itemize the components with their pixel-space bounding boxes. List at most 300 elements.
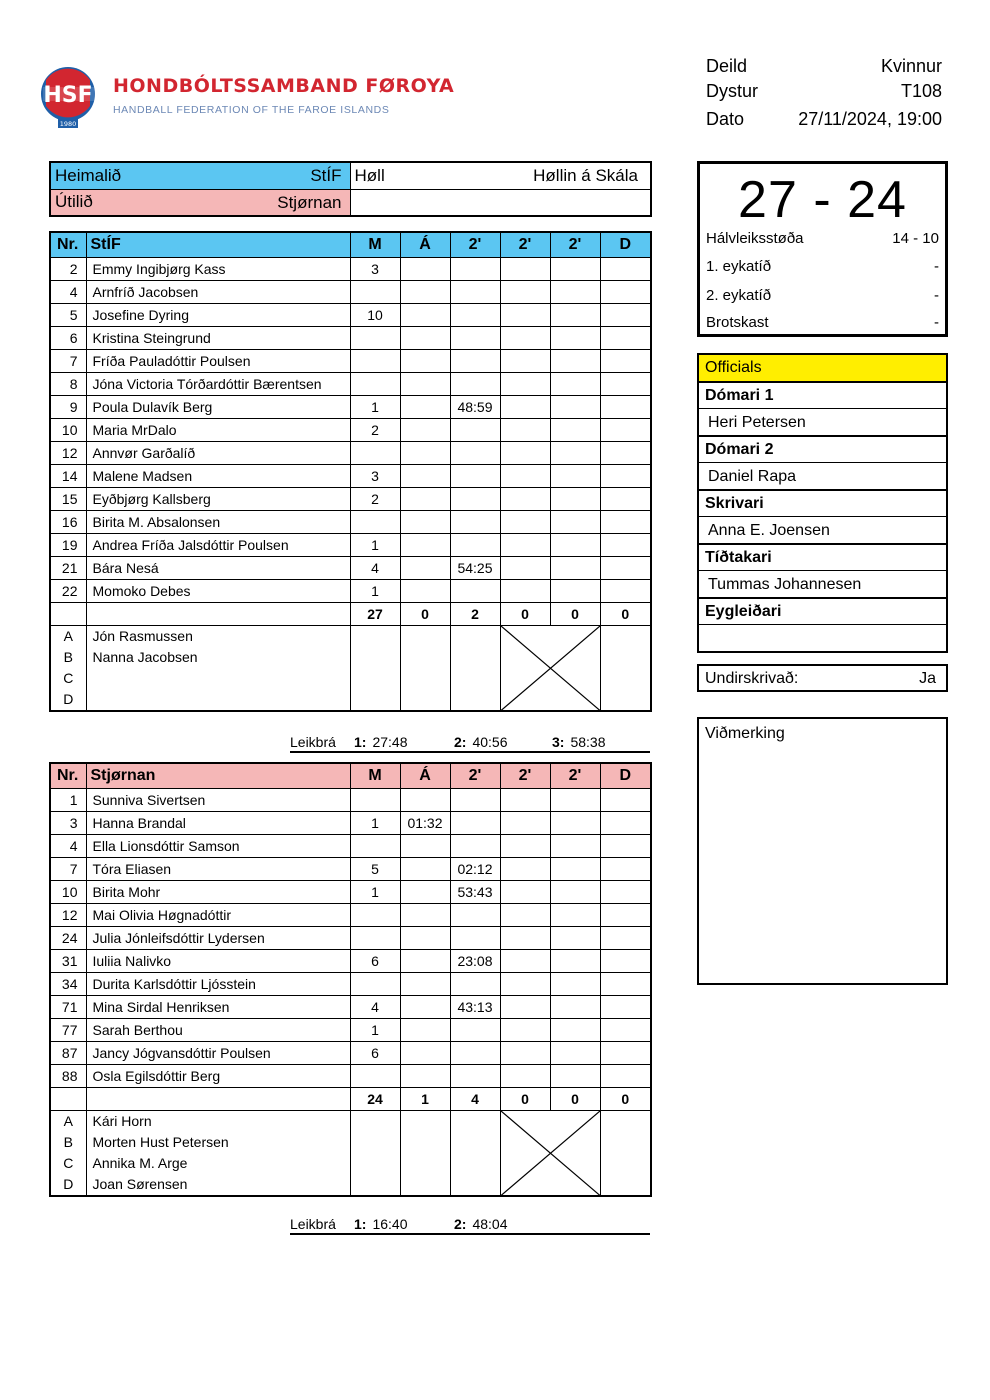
player-s1 — [450, 487, 500, 510]
player-d — [600, 556, 651, 579]
player-d — [600, 395, 651, 418]
player-s1 — [450, 418, 500, 441]
player-s2 — [500, 326, 550, 349]
player-d — [600, 510, 651, 533]
player-s3 — [550, 1064, 600, 1087]
away-roster-table — [49, 762, 652, 1197]
timeouts-label: Leikbrá — [290, 734, 336, 750]
player-s2 — [500, 257, 550, 280]
player-s3 — [550, 811, 600, 834]
total-m: 24 — [350, 1087, 400, 1110]
player-m: 2 — [350, 418, 400, 441]
extra2-value: - — [934, 287, 939, 304]
player-nr: 77 — [50, 1018, 86, 1041]
player-m — [350, 903, 400, 926]
player-nr: 2 — [50, 257, 86, 280]
player-row — [50, 1018, 651, 1041]
staff-letter: A — [63, 627, 73, 644]
staff-s1-empty — [450, 625, 500, 711]
official-role: Dómari 1 — [699, 383, 946, 409]
player-s3 — [550, 533, 600, 556]
player-s3 — [550, 257, 600, 280]
remarks-box — [697, 717, 948, 985]
venue-cell — [350, 162, 651, 189]
player-s3 — [550, 1041, 600, 1064]
player-s3 — [550, 441, 600, 464]
totals-row — [50, 602, 651, 625]
player-nr: 9 — [50, 395, 86, 418]
staff-letter: B — [63, 1133, 73, 1150]
division-label: Deild — [706, 56, 748, 76]
player-d — [600, 880, 651, 903]
player-d — [600, 579, 651, 602]
player-d — [600, 372, 651, 395]
staff-name: Kári Horn — [92, 1112, 152, 1129]
player-d — [600, 949, 651, 972]
player-row — [50, 949, 651, 972]
header-m: M — [350, 763, 400, 788]
home-team-cell — [50, 162, 350, 189]
player-m: 3 — [350, 257, 400, 280]
player-s1 — [450, 834, 500, 857]
player-m — [350, 326, 400, 349]
player-s1 — [450, 1018, 500, 1041]
player-name: Momoko Debes — [86, 579, 350, 602]
roster-header-row — [50, 763, 651, 788]
player-s2 — [500, 1018, 550, 1041]
player-d — [600, 441, 651, 464]
division-row — [706, 56, 942, 80]
player-d — [600, 1064, 651, 1087]
home-roster-table — [49, 231, 652, 712]
header-a: Á — [400, 232, 450, 257]
player-row — [50, 1064, 651, 1087]
signed-value: Ja — [919, 670, 936, 687]
player-s3 — [550, 280, 600, 303]
halftime-label: Hálvleiksstøða — [706, 230, 804, 247]
player-s3 — [550, 834, 600, 857]
player-m — [350, 441, 400, 464]
penalties-value: - — [934, 314, 939, 331]
totals-name-empty — [86, 602, 350, 625]
player-row — [50, 556, 651, 579]
official-block — [699, 491, 946, 545]
player-m — [350, 788, 400, 811]
header-s1: 2' — [450, 232, 500, 257]
player-nr: 7 — [50, 857, 86, 880]
timeout-time: 40:56 — [472, 734, 508, 750]
player-s1: 54:25 — [450, 556, 500, 579]
player-m — [350, 280, 400, 303]
staff-letters — [50, 1110, 86, 1196]
staff-names — [86, 625, 350, 711]
player-name: Malene Madsen — [86, 464, 350, 487]
player-s1: 43:13 — [450, 995, 500, 1018]
player-s2 — [500, 441, 550, 464]
staff-m-empty — [350, 1110, 400, 1196]
player-d — [600, 903, 651, 926]
player-nr: 12 — [50, 903, 86, 926]
official-block — [699, 437, 946, 491]
player-row — [50, 464, 651, 487]
staff-letters — [50, 625, 86, 711]
division-value: Kvinnur — [880, 56, 942, 76]
header-s1: 2' — [450, 763, 500, 788]
player-s2 — [500, 579, 550, 602]
player-s2 — [500, 949, 550, 972]
date-value: 27/11/2024, 19:00 — [798, 109, 942, 129]
player-row — [50, 579, 651, 602]
player-name: Poula Dulavík Berg — [86, 395, 350, 418]
official-role: Skrivari — [699, 491, 946, 517]
halftime-row — [706, 230, 939, 247]
player-row — [50, 857, 651, 880]
player-s1 — [450, 510, 500, 533]
player-a — [400, 857, 450, 880]
player-s1: 53:43 — [450, 880, 500, 903]
player-row — [50, 510, 651, 533]
federation-name: HONDBÓLTSSAMBAND FØROYA — [113, 75, 455, 97]
player-a — [400, 1018, 450, 1041]
crossed-out-cell — [500, 1110, 600, 1196]
staff-d-empty — [600, 625, 651, 711]
player-row — [50, 880, 651, 903]
player-s1 — [450, 579, 500, 602]
official-block — [699, 599, 946, 651]
player-m: 6 — [350, 949, 400, 972]
player-row — [50, 995, 651, 1018]
staff-names — [86, 1110, 350, 1196]
timeout-number: 2: — [454, 734, 467, 750]
player-a — [400, 303, 450, 326]
total-s2: 0 — [500, 1087, 550, 1110]
officials-panel — [697, 353, 948, 653]
player-name: Arnfríð Jacobsen — [86, 280, 350, 303]
player-nr: 24 — [50, 926, 86, 949]
staff-s1-empty — [450, 1110, 500, 1196]
extra1-row — [706, 258, 939, 275]
player-nr: 22 — [50, 579, 86, 602]
federation-emblem-icon — [38, 60, 102, 130]
player-a — [400, 349, 450, 372]
player-m: 1 — [350, 533, 400, 556]
player-m — [350, 1064, 400, 1087]
player-s3 — [550, 464, 600, 487]
player-name: Sunniva Sivertsen — [86, 788, 350, 811]
venue-empty-cell — [350, 189, 651, 216]
teams-table — [49, 161, 652, 217]
player-s3 — [550, 510, 600, 533]
player-s2 — [500, 995, 550, 1018]
player-d — [600, 926, 651, 949]
extra1-value: - — [934, 258, 939, 275]
player-d — [600, 464, 651, 487]
penalties-row — [706, 314, 939, 331]
player-a — [400, 556, 450, 579]
player-row — [50, 441, 651, 464]
timeout-time: 48:04 — [472, 1216, 508, 1232]
staff-name — [93, 668, 346, 689]
away-label: Útilið — [55, 192, 93, 212]
penalties-label: Brotskast — [706, 314, 769, 331]
player-name: Bára Nesá — [86, 556, 350, 579]
player-row — [50, 418, 651, 441]
player-d — [600, 487, 651, 510]
player-s1 — [450, 811, 500, 834]
timeout-entry — [454, 1216, 508, 1232]
staff-letter: C — [63, 669, 74, 686]
official-name — [699, 625, 946, 651]
player-s2 — [500, 533, 550, 556]
staff-m-empty — [350, 625, 400, 711]
player-row — [50, 834, 651, 857]
total-s3: 0 — [550, 602, 600, 625]
player-d — [600, 995, 651, 1018]
total-s1: 4 — [450, 1087, 500, 1110]
player-s2 — [500, 1064, 550, 1087]
timeout-number: 2: — [454, 1216, 467, 1232]
player-m — [350, 926, 400, 949]
player-s1 — [450, 464, 500, 487]
player-s1 — [450, 280, 500, 303]
player-name: Andrea Fríða Jalsdóttir Poulsen — [86, 533, 350, 556]
official-role: Tíðtakari — [699, 545, 946, 571]
player-row — [50, 1041, 651, 1064]
player-d — [600, 257, 651, 280]
player-m — [350, 972, 400, 995]
player-s3 — [550, 395, 600, 418]
staff-letter: B — [63, 648, 73, 665]
player-nr: 16 — [50, 510, 86, 533]
player-s3 — [550, 857, 600, 880]
player-d — [600, 533, 651, 556]
home-team-name: StÍF — [310, 166, 342, 185]
player-name: Jancy Jógvansdóttir Poulsen — [86, 1041, 350, 1064]
timeout-number: 1: — [354, 734, 367, 750]
player-m: 6 — [350, 1041, 400, 1064]
player-s3 — [550, 880, 600, 903]
player-nr: 14 — [50, 464, 86, 487]
venue-name: Høllin á Skála — [533, 166, 638, 185]
staff-a-empty — [400, 1110, 450, 1196]
player-s3 — [550, 788, 600, 811]
player-s2 — [500, 972, 550, 995]
timeout-time: 16:40 — [372, 1216, 408, 1232]
player-s3 — [550, 926, 600, 949]
player-row — [50, 533, 651, 556]
away-team-name: Stjørnan — [277, 192, 342, 212]
player-row — [50, 903, 651, 926]
player-s1 — [450, 533, 500, 556]
staff-row — [50, 625, 651, 711]
total-a: 0 — [400, 602, 450, 625]
player-a — [400, 326, 450, 349]
player-nr: 3 — [50, 811, 86, 834]
player-row — [50, 372, 651, 395]
player-row — [50, 395, 651, 418]
player-a — [400, 418, 450, 441]
official-role: Eygleiðari — [699, 599, 946, 625]
federation-subtitle: HANDBALL FEDERATION OF THE FAROE ISLANDS — [113, 104, 390, 116]
player-name: Iuliia Nalivko — [86, 949, 350, 972]
extra1-label: 1. eykatíð — [706, 258, 772, 275]
player-s1: 02:12 — [450, 857, 500, 880]
staff-row — [50, 1110, 651, 1196]
extra2-label: 2. eykatíð — [706, 287, 772, 304]
player-s2 — [500, 811, 550, 834]
player-nr: 4 — [50, 280, 86, 303]
official-name: Anna E. Joensen — [708, 522, 830, 539]
player-s1 — [450, 303, 500, 326]
player-row — [50, 788, 651, 811]
player-name: Kristina Steingrund — [86, 326, 350, 349]
player-name: Eyðbjørg Kallsberg — [86, 487, 350, 510]
totals-nr-empty — [50, 1087, 86, 1110]
player-nr: 8 — [50, 372, 86, 395]
player-s3 — [550, 326, 600, 349]
player-name: Durita Karlsdóttir Ljósstein — [86, 972, 350, 995]
player-s2 — [500, 926, 550, 949]
header-nr: Nr. — [50, 763, 86, 788]
signed-box — [697, 664, 948, 692]
player-name: Sarah Berthou — [86, 1018, 350, 1041]
player-nr: 7 — [50, 349, 86, 372]
player-d — [600, 418, 651, 441]
staff-letter: C — [63, 1154, 74, 1171]
player-d — [600, 972, 651, 995]
player-m: 1 — [350, 1018, 400, 1041]
header-team: Stjørnan — [86, 763, 350, 788]
staff-name: Morten Hust Petersen — [92, 1133, 229, 1150]
timeout-number: 1: — [354, 1216, 367, 1232]
player-a — [400, 579, 450, 602]
official-name: Heri Petersen — [708, 414, 806, 431]
header-d: D — [600, 232, 651, 257]
player-name: Birita M. Absalonsen — [86, 510, 350, 533]
staff-a-empty — [400, 625, 450, 711]
player-s1: 48:59 — [450, 395, 500, 418]
player-a — [400, 533, 450, 556]
player-a — [400, 926, 450, 949]
player-a — [400, 280, 450, 303]
player-s1 — [450, 372, 500, 395]
player-row — [50, 257, 651, 280]
staff-name: Nanna Jacobsen — [92, 648, 198, 665]
player-m: 5 — [350, 857, 400, 880]
player-nr: 71 — [50, 995, 86, 1018]
player-s2 — [500, 395, 550, 418]
cross-mark-icon — [501, 626, 600, 711]
player-row — [50, 487, 651, 510]
signed-label: Undirskrivað: — [705, 670, 799, 687]
player-a — [400, 441, 450, 464]
header-m: M — [350, 232, 400, 257]
player-m: 1 — [350, 811, 400, 834]
away-team-cell — [50, 189, 350, 216]
player-s3 — [550, 995, 600, 1018]
player-name: Hanna Brandal — [86, 811, 350, 834]
player-s1 — [450, 1064, 500, 1087]
staff-letter: D — [63, 1175, 74, 1192]
player-nr: 88 — [50, 1064, 86, 1087]
player-s2 — [500, 418, 550, 441]
player-d — [600, 280, 651, 303]
player-s3 — [550, 372, 600, 395]
player-nr: 1 — [50, 788, 86, 811]
player-d — [600, 811, 651, 834]
player-s1 — [450, 326, 500, 349]
player-name: Emmy Ingibjørg Kass — [86, 257, 350, 280]
official-block — [699, 383, 946, 437]
logo-letters: HSF — [43, 83, 93, 108]
player-s2 — [500, 464, 550, 487]
cross-mark-icon — [501, 1111, 600, 1196]
player-d — [600, 857, 651, 880]
player-a: 01:32 — [400, 811, 450, 834]
player-name: Jóna Victoria Tórðardóttir Bærentsen — [86, 372, 350, 395]
date-label: Dato — [706, 109, 745, 129]
player-m: 4 — [350, 556, 400, 579]
federation-logo — [38, 60, 455, 132]
player-a — [400, 372, 450, 395]
header-team: StÍF — [86, 232, 350, 257]
player-s2 — [500, 834, 550, 857]
player-nr: 34 — [50, 972, 86, 995]
player-m: 1 — [350, 579, 400, 602]
home-label: Heimalið — [55, 165, 122, 185]
totals-row — [50, 1087, 651, 1110]
player-a — [400, 1041, 450, 1064]
player-row — [50, 972, 651, 995]
header-s3: 2' — [550, 763, 600, 788]
player-nr: 6 — [50, 326, 86, 349]
player-a — [400, 464, 450, 487]
player-s1 — [450, 903, 500, 926]
staff-letter: A — [63, 1112, 73, 1129]
player-nr: 21 — [50, 556, 86, 579]
player-d — [600, 1018, 651, 1041]
player-nr: 5 — [50, 303, 86, 326]
player-s1 — [450, 441, 500, 464]
player-name: Julia Jónleifsdóttir Lydersen — [86, 926, 350, 949]
staff-name: Annika M. Arge — [92, 1154, 188, 1171]
player-name: Fríða Pauladóttir Poulsen — [86, 349, 350, 372]
player-s3 — [550, 303, 600, 326]
staff-letter: D — [63, 690, 74, 707]
player-m: 2 — [350, 487, 400, 510]
player-name: Annvør Garðalíð — [86, 441, 350, 464]
player-name: Mina Sirdal Henriksen — [86, 995, 350, 1018]
player-name: Mai Olivia Høgnadóttir — [86, 903, 350, 926]
timeout-entry — [354, 734, 408, 750]
player-nr: 4 — [50, 834, 86, 857]
player-nr: 31 — [50, 949, 86, 972]
player-s1 — [450, 1041, 500, 1064]
player-row — [50, 349, 651, 372]
officials-title: Officials — [699, 355, 946, 383]
player-m — [350, 510, 400, 533]
player-nr: 10 — [50, 880, 86, 903]
player-nr: 15 — [50, 487, 86, 510]
player-m — [350, 349, 400, 372]
player-a — [400, 510, 450, 533]
away-timeouts — [290, 1214, 650, 1235]
player-name: Josefine Dyring — [86, 303, 350, 326]
player-d — [600, 303, 651, 326]
header-s2: 2' — [500, 763, 550, 788]
player-nr: 12 — [50, 441, 86, 464]
player-s2 — [500, 880, 550, 903]
